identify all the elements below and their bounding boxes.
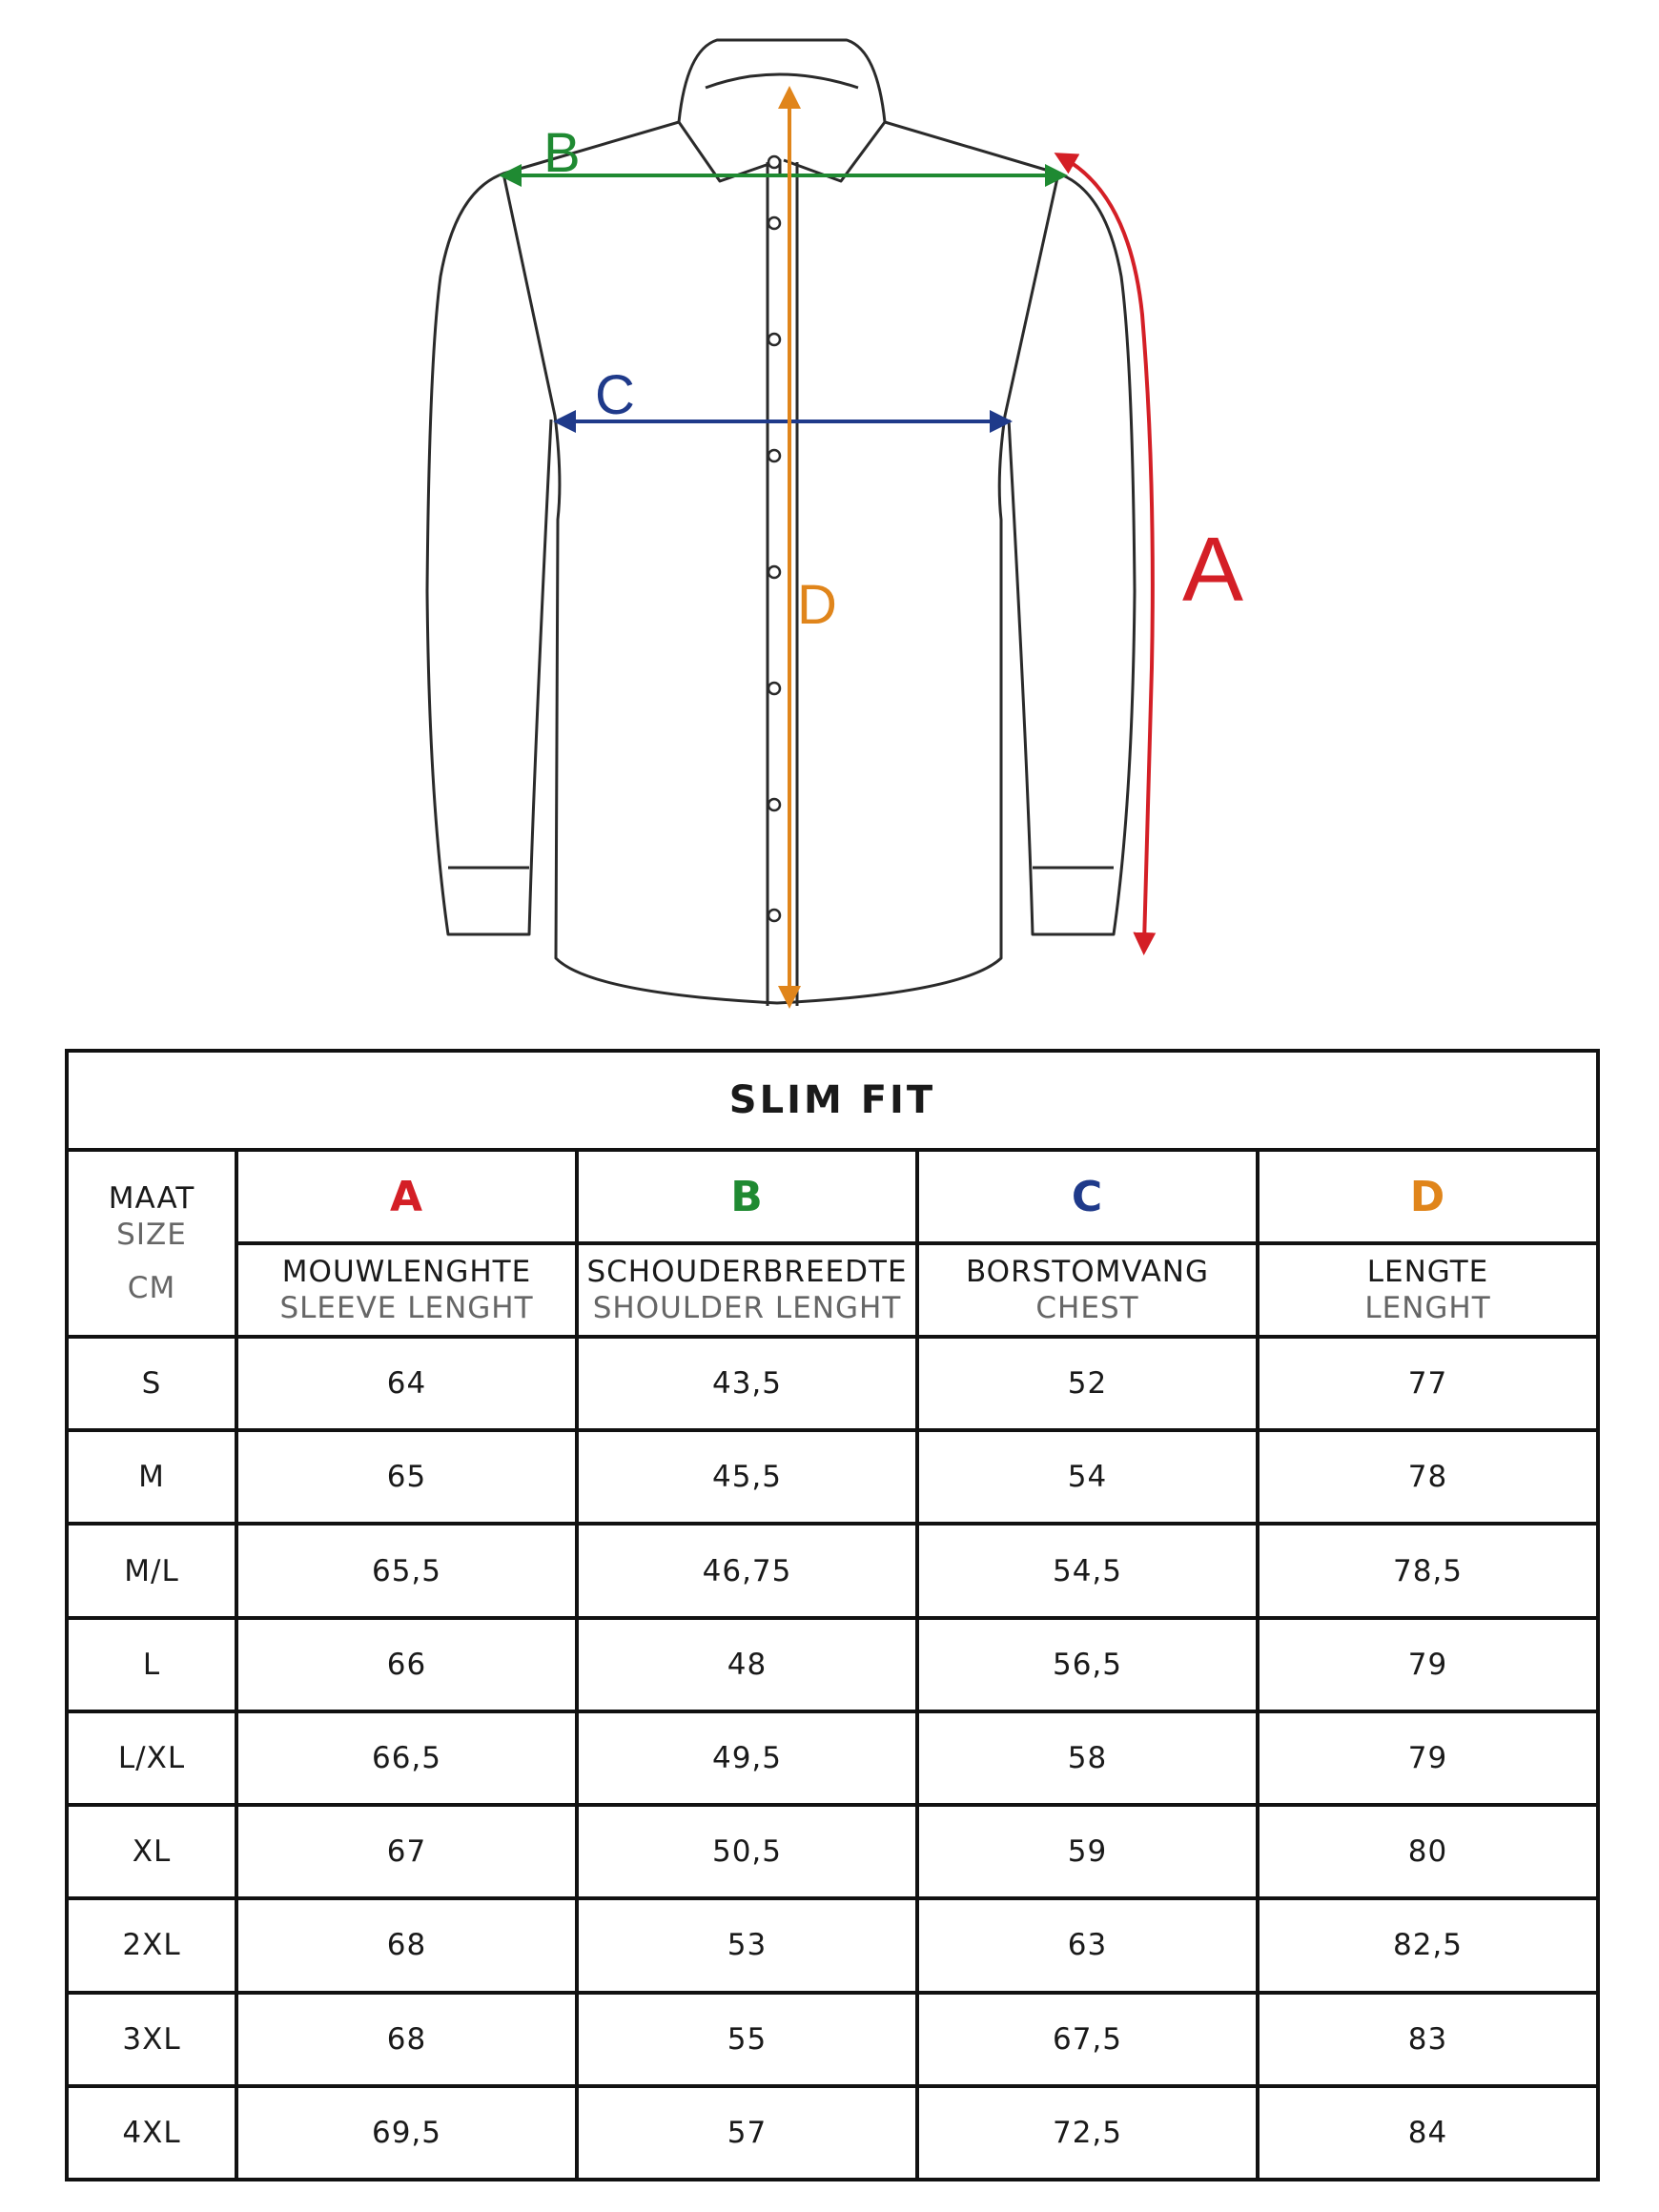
column-letter-b: B bbox=[577, 1150, 917, 1243]
value-cell: 48 bbox=[577, 1618, 917, 1711]
button-icon bbox=[768, 683, 780, 694]
value-cell: 55 bbox=[577, 1993, 917, 2086]
size-cell: S bbox=[67, 1337, 236, 1430]
column-header-d-nl: LENGTE bbox=[1366, 1255, 1489, 1289]
measure-a-arrow bbox=[1064, 158, 1153, 944]
value-cell: 78,5 bbox=[1258, 1524, 1598, 1617]
button-icon bbox=[768, 450, 780, 461]
column-header-c-en: CHEST bbox=[1035, 1291, 1139, 1325]
button-icon bbox=[768, 799, 780, 810]
column-header-c bbox=[917, 1243, 1258, 1337]
table-title-row bbox=[67, 1051, 1598, 1150]
value-cell: 56,5 bbox=[917, 1618, 1258, 1711]
value-cell: 77 bbox=[1258, 1337, 1598, 1430]
table-row bbox=[67, 1711, 1598, 1805]
column-header-c-nl: BORSTOMVANG bbox=[965, 1255, 1210, 1289]
value-cell: 58 bbox=[917, 1711, 1258, 1805]
table-title: SLIM FIT bbox=[67, 1051, 1598, 1150]
table-row bbox=[67, 2086, 1598, 2180]
value-cell: 46,75 bbox=[577, 1524, 917, 1617]
table-row bbox=[67, 1993, 1598, 2086]
button-icon bbox=[768, 156, 780, 168]
value-cell: 45,5 bbox=[577, 1430, 917, 1524]
value-cell: 54 bbox=[917, 1430, 1258, 1524]
value-cell: 68 bbox=[236, 1993, 577, 2086]
size-chart-table bbox=[65, 1049, 1600, 2181]
value-cell: 67 bbox=[236, 1805, 577, 1898]
value-cell: 69,5 bbox=[236, 2086, 577, 2180]
size-header-unit: CM bbox=[127, 1271, 176, 1305]
shirt-buttons bbox=[768, 156, 780, 921]
value-cell: 66 bbox=[236, 1618, 577, 1711]
size-cell: 3XL bbox=[67, 1993, 236, 2086]
value-cell: 59 bbox=[917, 1805, 1258, 1898]
value-cell: 78 bbox=[1258, 1430, 1598, 1524]
size-cell: M/L bbox=[67, 1524, 236, 1617]
button-icon bbox=[768, 566, 780, 578]
column-header-d-en: LENGHT bbox=[1364, 1291, 1491, 1325]
value-cell: 72,5 bbox=[917, 2086, 1258, 2180]
value-cell: 43,5 bbox=[577, 1337, 917, 1430]
size-cell: XL bbox=[67, 1805, 236, 1898]
size-cell: L/XL bbox=[67, 1711, 236, 1805]
column-letter-a: A bbox=[236, 1150, 577, 1243]
column-header-d bbox=[1258, 1243, 1598, 1337]
value-cell: 57 bbox=[577, 2086, 917, 2180]
table-row bbox=[67, 1898, 1598, 1992]
table-row bbox=[67, 1805, 1598, 1898]
measure-c-label: C bbox=[595, 364, 635, 426]
column-letter-d: D bbox=[1258, 1150, 1598, 1243]
size-cell: M bbox=[67, 1430, 236, 1524]
column-header-a-en: SLEEVE LENGHT bbox=[279, 1291, 534, 1325]
value-cell: 65 bbox=[236, 1430, 577, 1524]
size-cell: 2XL bbox=[67, 1898, 236, 1992]
value-cell: 67,5 bbox=[917, 1993, 1258, 2086]
value-cell: 49,5 bbox=[577, 1711, 917, 1805]
table-row bbox=[67, 1618, 1598, 1711]
size-header-en: SIZE bbox=[116, 1218, 187, 1252]
button-icon bbox=[768, 334, 780, 345]
button-icon bbox=[768, 910, 780, 921]
size-cell: 4XL bbox=[67, 2086, 236, 2180]
table-row bbox=[67, 1430, 1598, 1524]
value-cell: 83 bbox=[1258, 1993, 1598, 2086]
size-header-nl: MAAT bbox=[108, 1181, 195, 1216]
measure-d-label: D bbox=[797, 574, 837, 636]
size-header-cell bbox=[67, 1150, 236, 1337]
shirt-diagram bbox=[0, 0, 1659, 1039]
shirt-outline bbox=[427, 40, 1135, 1006]
measure-a-label: A bbox=[1182, 519, 1244, 621]
value-cell: 79 bbox=[1258, 1711, 1598, 1805]
column-header-b-nl: SCHOUDERBREEDTE bbox=[586, 1255, 908, 1289]
value-cell: 66,5 bbox=[236, 1711, 577, 1805]
value-cell: 84 bbox=[1258, 2086, 1598, 2180]
value-cell: 54,5 bbox=[917, 1524, 1258, 1617]
value-cell: 53 bbox=[577, 1898, 917, 1992]
column-header-a bbox=[236, 1243, 577, 1337]
table-row bbox=[67, 1337, 1598, 1430]
size-cell: L bbox=[67, 1618, 236, 1711]
value-cell: 80 bbox=[1258, 1805, 1598, 1898]
column-header-a-nl: MOUWLENGHTE bbox=[281, 1255, 532, 1289]
value-cell: 52 bbox=[917, 1337, 1258, 1430]
button-icon bbox=[768, 217, 780, 229]
value-cell: 50,5 bbox=[577, 1805, 917, 1898]
value-cell: 65,5 bbox=[236, 1524, 577, 1617]
value-cell: 79 bbox=[1258, 1618, 1598, 1711]
table-header-row bbox=[67, 1243, 1598, 1337]
measure-b-label: B bbox=[543, 122, 581, 184]
column-header-b-en: SHOULDER LENGHT bbox=[592, 1291, 902, 1325]
column-letter-c: C bbox=[917, 1150, 1258, 1243]
table-row bbox=[67, 1524, 1598, 1617]
value-cell: 63 bbox=[917, 1898, 1258, 1992]
column-header-b bbox=[577, 1243, 917, 1337]
value-cell: 82,5 bbox=[1258, 1898, 1598, 1992]
value-cell: 68 bbox=[236, 1898, 577, 1992]
value-cell: 64 bbox=[236, 1337, 577, 1430]
table-letter-row bbox=[67, 1150, 1598, 1243]
